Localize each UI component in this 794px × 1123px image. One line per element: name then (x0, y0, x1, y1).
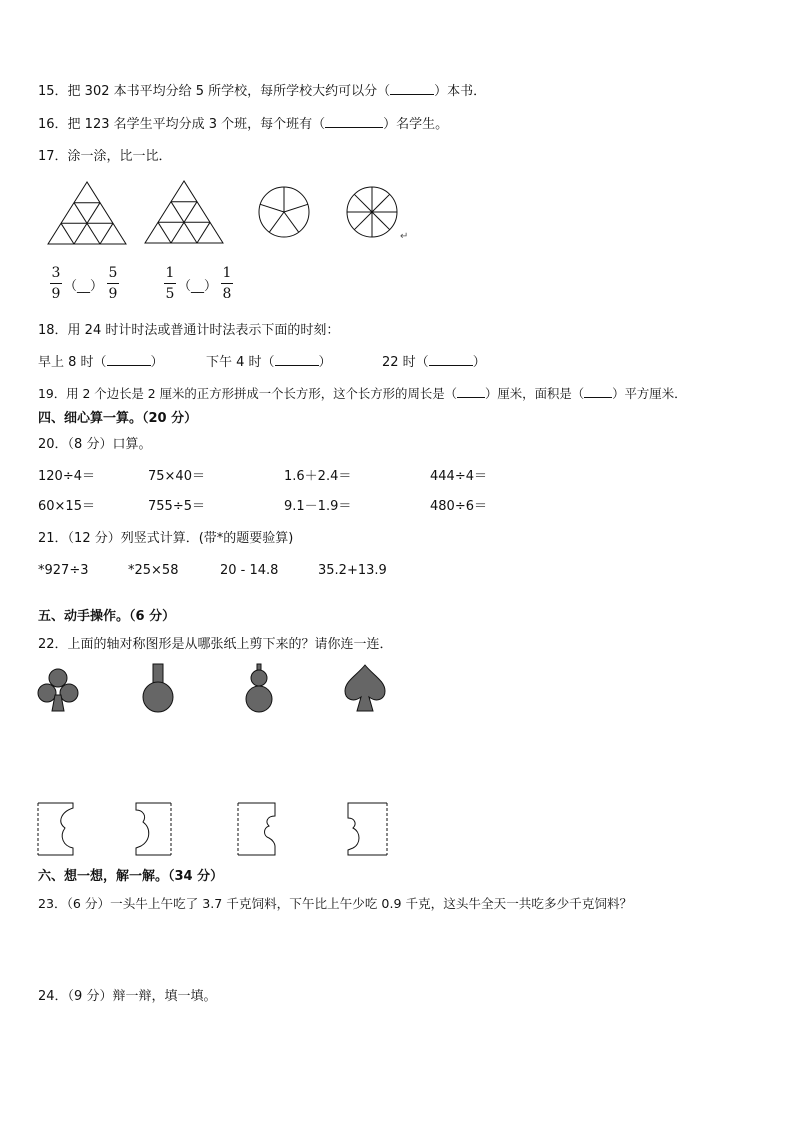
folded-paper-d[interactable] (347, 802, 389, 856)
vertical-calc-item: *25×58 (128, 563, 179, 578)
fraction-left-2: 1 5 (165, 265, 175, 302)
question-18: 18．用 24 时计时法或普通计时法表示下面的时刻： (38, 323, 340, 338)
vase-shape-icon[interactable] (140, 662, 176, 714)
triangle-grid-figure-2[interactable] (145, 181, 223, 244)
fraction-left-1: 3 9 (51, 265, 61, 302)
circle-fifths-figure[interactable] (258, 186, 310, 238)
compare-blank-2[interactable]: （__） (178, 279, 218, 294)
circle-eighths-figure[interactable] (346, 186, 398, 238)
question-23: 23．（6 分）一头牛上午吃了 3.7 千克饲料，下午比上午少吃 0.9 千克，这头牛全天一共吃多少千克饲料？ (38, 896, 633, 911)
section-4-title: 四、细心算一算。（20 分） (38, 411, 198, 426)
question-20: 20．（8 分）口算。 (38, 437, 152, 452)
time-item-3: 22 时（ ） (382, 355, 486, 370)
area-blank[interactable] (584, 386, 612, 398)
question-16 (38, 116, 448, 134)
fraction-right-2: 1 8 (222, 265, 232, 302)
answer-blank-15[interactable] (390, 83, 434, 95)
mental-math-item: 1.6＋2.4＝ (284, 469, 352, 484)
section-6-title: 六、想一想，解一解。（34 分） (38, 869, 224, 884)
time-blank-2[interactable] (275, 354, 319, 366)
mental-math-item: 9.1－1.9＝ (284, 499, 352, 514)
time-blank-3[interactable] (429, 354, 473, 366)
mental-math-item: 60×15＝ (38, 499, 95, 514)
time-blank-1[interactable] (107, 354, 151, 366)
perimeter-blank[interactable] (457, 386, 485, 398)
question-22: 22．上面的轴对称图形是从哪张纸上剪下来的？请你连一连． (38, 637, 393, 652)
club-shape-icon[interactable] (36, 667, 80, 713)
answer-blank-16[interactable] (325, 116, 383, 128)
question-24: 24．（9 分）辩一辩，填一填。 (38, 989, 217, 1004)
mental-math-item: 75×40＝ (148, 469, 205, 484)
time-item-2: 下午 4 时（ ） (206, 355, 332, 370)
vertical-calc-item: 35.2+13.9 (318, 563, 387, 578)
question-15-text-end: ）本书． (434, 84, 487, 99)
spade-shape-icon[interactable] (343, 663, 387, 713)
folded-paper-c[interactable] (237, 802, 277, 856)
question-21: 21．（12 分）列竖式计算．(带*的题要验算) (38, 531, 294, 546)
triangle-grid-figure-1[interactable] (48, 182, 126, 245)
question-16-text-end: ）名学生。 (383, 117, 449, 132)
mental-math-item: 120÷4＝ (38, 469, 95, 484)
mental-math-item: 755÷5＝ (148, 499, 205, 514)
mental-math-item: 480÷6＝ (430, 499, 487, 514)
return-mark: ↵ (400, 231, 409, 242)
question-19: 19．用 2 个边长是 2 厘米的正方形拼成一个长方形，这个长方形的周长是（ ）厘米，面积是（ ）平方厘米． (38, 386, 687, 401)
gourd-shape-icon[interactable] (244, 664, 274, 714)
folded-paper-b[interactable] (133, 802, 173, 856)
question-16-text: 16．把 123 名学生平均分成 3 个班，每个班有（ (38, 117, 326, 132)
question-17: 17．涂一涂，比一比． (38, 149, 172, 164)
question-15 (38, 83, 486, 101)
fraction-right-1: 5 9 (108, 265, 118, 302)
section-5-title: 五、动手操作。（6 分） (38, 609, 176, 624)
question-15-text: 15．把 302 本书平均分给 5 所学校，每所学校大约可以分（ (38, 84, 391, 99)
compare-blank-1[interactable]: （__） (64, 279, 104, 294)
vertical-calc-item: *927÷3 (38, 563, 89, 578)
mental-math-item: 444÷4＝ (430, 469, 487, 484)
vertical-calc-item: 20 - 14.8 (220, 563, 279, 578)
folded-paper-a[interactable] (37, 802, 77, 856)
time-item-1: 早上 8 时（ ） (38, 355, 164, 370)
